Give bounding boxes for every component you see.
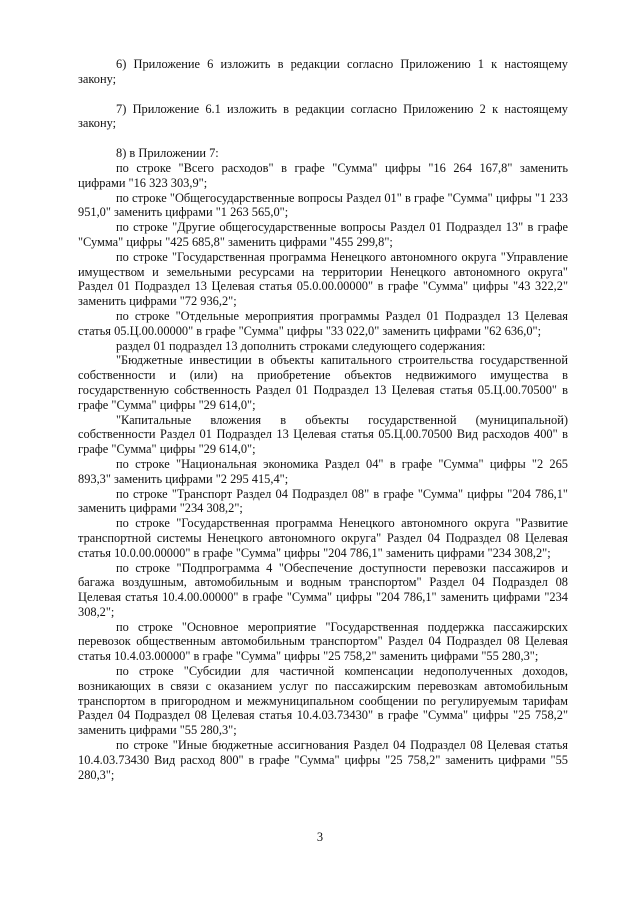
page-number: 3 (316, 830, 324, 844)
paragraph-9: по строке "Национальная экономика Раздел 04" в графе "Сумма" цифры "2 265 893,3" заменить цифрами "2 295 415,4"; (78, 456, 568, 486)
paragraph-6: раздел 01 подраздел 13 дополнить строками следующего содержания: (116, 338, 486, 353)
paragraph-3: по строке "Другие общегосударственные вопросы Раздел 01 Подраздел 13" в графе "Сумма" цифры "425 685,8" заменить цифрами "455 299,8"; (78, 220, 568, 249)
paragraph-10: по строке "Транспорт Раздел 04 Подраздел 08" в графе "Сумма" цифры "204 786,1" заменить цифрами "234 308,2"; (78, 486, 568, 516)
paragraph-15: по строке "Иные бюджетные ассигнования Раздел 04 Подраздел 08 Целевая статья 10.4.03.73430 Вид расход 800" в графе "Сумма" цифры "25 758,2" заменить цифрами "55 280,3"; (78, 738, 568, 782)
paragraph-12: по строке "Подпрограмма 4 "Обеспечение доступности перевозки пассажиров и багажа воздушным, автомобильным и водным транспортом" Раздел 04 Подраздел 08 Целевая статья 10.4.00.00000" в графе "Сумма" цифры "204 786,1" заменить цифрами "234 308,2"; (78, 560, 568, 619)
paragraph-7: "Бюджетные инвестиции в объекты капитального строительства государственной собственности и (или) на приобретение объектов недвижимого имущества в государственную собственность Раздел 01 Подраздел 13 Целевая статья 05.Ц.00.70500" в графе "Сумма" цифры "29 614,0"; (78, 353, 568, 412)
paragraph-1: по строке "Всего расходов" в графе "Сумма" цифры "16 264 167,8" заменить цифрами "16 323 303,9"; (78, 160, 568, 190)
paragraph-14: по строке "Субсидии для частичной компенсации недополученных доходов, возникающих в связи с оказанием услуг по пассажирским перевозкам автомобильным транспортом в пригородном и межмуниципальном сообщении по регулируемым тарифам Раздел 04 Подраздел 08 Целевая статья 10.4.03.73430" в графе "Сумма" цифры "25 758,2" заменить цифрами "55 280,3"; (78, 664, 568, 738)
item-7: 7) Приложение 6.1 изложить в редакции согласно Приложению 2 к настоящему закону; (78, 101, 568, 131)
paragraph-4: по строке "Государственная программа Ненецкого автономного округа "Управление имуществом и земельными ресурсами на территории Ненецкого автономного округа" Раздел 01 Подраздел 13 Целевая статья 05.0.00.00000" в графе "Сумма" цифры "43 322,2" заменить цифрами "72 936,2"; (78, 249, 568, 309)
item-6: 6) Приложение 6 изложить в редакции согласно Приложению 1 к настоящему закону; (78, 57, 568, 86)
paragraph-8: "Капитальные вложения в объекты государственной (муниципальной) собственности Раздел 01 Подраздел 13 Целевая статья 05.Ц.00.70500 Вид расходов 400" в графе "Сумма" цифры "29 614,0"; (78, 412, 568, 457)
paragraph-13: по строке "Основное мероприятие "Государственная поддержка пассажирских перевозок общественным автомобильным транспортом" Раздел 04 Подраздел 08 Целевая статья 10.4.03.00000" в графе "Сумма" цифры "25 758,2" заменить цифрами "55 280,3"; (78, 619, 568, 664)
paragraph-2: по строке "Общегосударственные вопросы Раздел 01" в графе "Сумма" цифры "1 233 951,0" заменить цифрами "1 263 565,0"; (78, 190, 568, 220)
paragraph-5: по строке "Отдельные мероприятия программы Раздел 01 Подраздел 13 Целевая статья 05.Ц.00.00000" в графе "Сумма" цифры "33 022,0" заменить цифрами "62 636,0"; (78, 308, 568, 338)
paragraph-11: по строке "Государственная программа Ненецкого автономного округа "Развитие транспортной системы Ненецкого автономного округа" Раздел 04 Подраздел 08 Целевая статья 10.0.00.00000" в графе "Сумма" цифры "204 786,1" заменить цифрами "234 308,2"; (78, 516, 568, 560)
item-8-heading: 8) в Приложении 7: (116, 146, 219, 161)
